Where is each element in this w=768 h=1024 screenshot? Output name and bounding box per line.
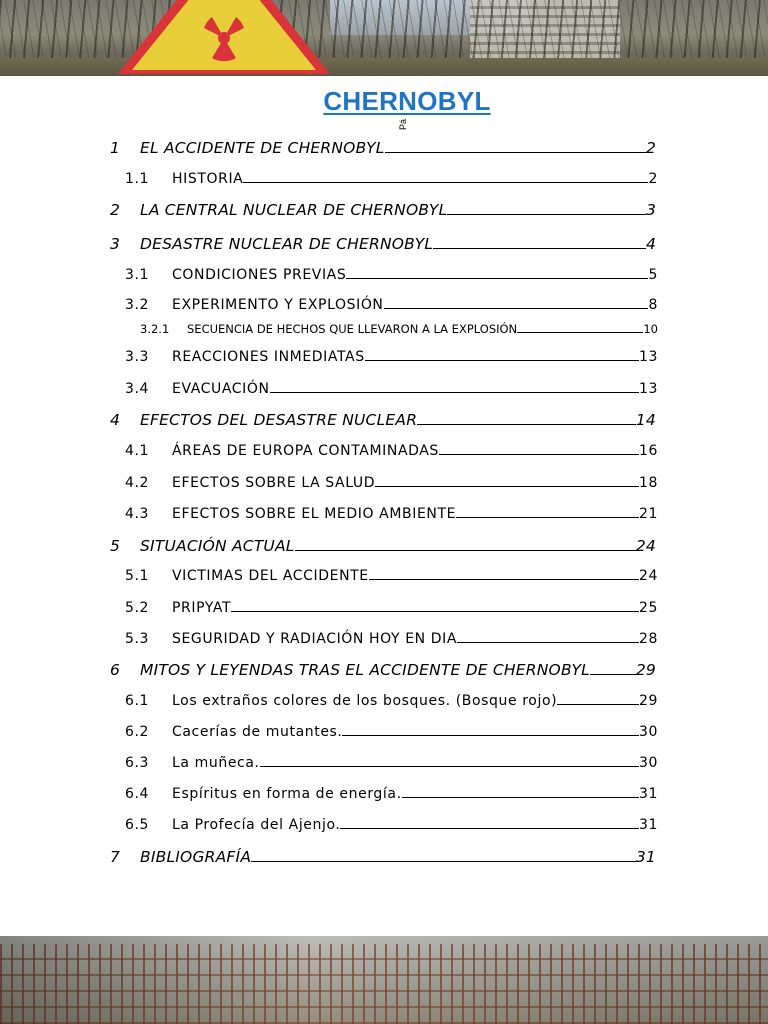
page-column-label: Pá bbox=[398, 118, 408, 130]
toc-entry-number: 5.2 bbox=[125, 600, 150, 616]
toc-entry-number: 4.2 bbox=[125, 475, 150, 491]
toc-entry-page: 13 bbox=[638, 381, 658, 397]
toc-entry-page: 30 bbox=[638, 724, 658, 740]
toc-entry-number: 6.1 bbox=[125, 693, 150, 709]
toc-leader-line bbox=[346, 278, 648, 279]
toc-leader-line bbox=[340, 828, 639, 829]
toc-entry-page: 31 bbox=[635, 848, 656, 866]
toc-entry[interactable] bbox=[125, 297, 658, 313]
toc-entry-number: 3.2.1 bbox=[140, 322, 170, 336]
toc-entry-page: 16 bbox=[638, 443, 658, 459]
toc-entry[interactable] bbox=[125, 506, 658, 522]
toc-entry-page: 8 bbox=[648, 297, 658, 313]
toc-entry-number: 3.1 bbox=[125, 267, 150, 283]
toc-entry-title: EFECTOS DEL DESASTRE NUCLEAR bbox=[140, 411, 418, 429]
toc-entry[interactable] bbox=[125, 631, 658, 647]
toc-entry-title: Cacerías de mutantes. bbox=[172, 724, 343, 740]
toc-entry-number: 2 bbox=[110, 201, 121, 219]
toc-entry[interactable] bbox=[110, 661, 656, 679]
toc-entry-number: 3 bbox=[110, 235, 121, 253]
toc-entry-title: EXPERIMENTO Y EXPLOSIÓN bbox=[172, 297, 384, 313]
toc-entry-title: SITUACIÓN ACTUAL bbox=[140, 537, 295, 555]
toc-leader-line bbox=[342, 735, 639, 736]
toc-entry-title: CONDICIONES PREVIAS bbox=[172, 267, 347, 283]
toc-leader-line bbox=[517, 332, 643, 333]
toc-entry[interactable] bbox=[125, 724, 658, 740]
toc-entry-page: 5 bbox=[648, 267, 658, 283]
toc-entry[interactable] bbox=[110, 848, 656, 866]
toc-entry-title: VICTIMAS DEL ACCIDENTE bbox=[172, 568, 369, 584]
toc-entry-title: EFECTOS SOBRE LA SALUD bbox=[172, 475, 376, 491]
toc-entry-title: SEGURIDAD Y RADIACIÓN HOY EN DIA bbox=[172, 631, 458, 647]
toc-entry-number: 6 bbox=[110, 661, 121, 679]
banner-shading bbox=[0, 936, 768, 1024]
toc-leader-line bbox=[270, 392, 639, 393]
toc-entry-page: 3 bbox=[645, 201, 656, 219]
toc-entry-page: 13 bbox=[638, 349, 658, 365]
toc-entry-page: 10 bbox=[643, 322, 658, 336]
toc-leader-line bbox=[251, 861, 636, 862]
toc-entry[interactable] bbox=[125, 786, 658, 802]
toc-entry-number: 5.3 bbox=[125, 631, 150, 647]
toc-entry-title: ÁREAS DE EUROPA CONTAMINADAS bbox=[172, 443, 439, 459]
toc-entry-page: 2 bbox=[648, 171, 658, 187]
toc-entry-page: 25 bbox=[638, 600, 658, 616]
toc-entry-number: 6.3 bbox=[125, 755, 150, 771]
toc-entry-number: 4 bbox=[110, 411, 121, 429]
toc-entry-title: La muñeca. bbox=[172, 755, 260, 771]
toc-entry[interactable] bbox=[125, 600, 658, 616]
toc-entry[interactable] bbox=[125, 817, 658, 833]
toc-entry[interactable] bbox=[125, 693, 658, 709]
toc-entry-number: 5 bbox=[110, 537, 121, 555]
toc-leader-line bbox=[439, 454, 639, 455]
document-title: CHERNOBYL bbox=[323, 86, 491, 116]
toc-entry-page: 14 bbox=[635, 411, 656, 429]
toc-entry-number: 6.4 bbox=[125, 786, 150, 802]
toc-entry-title: Los extraños colores de los bosques. (Bosque rojo) bbox=[172, 693, 558, 709]
toc-entry-title: Espíritus en forma de energía. bbox=[172, 786, 402, 802]
toc-entry[interactable] bbox=[110, 139, 656, 157]
toc-entry-number: 3.2 bbox=[125, 297, 150, 313]
toc-entry-number: 4.1 bbox=[125, 443, 150, 459]
toc-entry-number: 1 bbox=[110, 139, 121, 157]
toc-leader-line bbox=[243, 182, 648, 183]
toc-entry-number: 4.3 bbox=[125, 506, 150, 522]
toc-leader-line bbox=[447, 214, 646, 215]
toc-entry-number: 5.1 bbox=[125, 568, 150, 584]
toc-entry-page: 18 bbox=[638, 475, 658, 491]
toc-entry[interactable] bbox=[125, 171, 658, 187]
toc-leader-line bbox=[456, 517, 639, 518]
toc-entry-number: 3.3 bbox=[125, 349, 150, 365]
toc-leader-line bbox=[385, 152, 646, 153]
toc-entry-title: EFECTOS SOBRE EL MEDIO AMBIENTE bbox=[172, 506, 457, 522]
toc-entry-title: EL ACCIDENTE DE CHERNOBYL bbox=[140, 139, 385, 157]
toc-entry-number: 6.2 bbox=[125, 724, 150, 740]
toc-entry[interactable] bbox=[125, 755, 658, 771]
toc-entry[interactable] bbox=[110, 537, 656, 555]
toc-entry-page: 4 bbox=[645, 235, 656, 253]
toc-leader-line bbox=[590, 674, 636, 675]
toc-leader-line bbox=[557, 704, 639, 705]
toc-entry-title: PRIPYAT bbox=[172, 600, 232, 616]
toc-entry[interactable] bbox=[140, 322, 658, 336]
toc-entry-page: 31 bbox=[638, 786, 658, 802]
toc-leader-line bbox=[295, 550, 636, 551]
toc-entry[interactable] bbox=[125, 381, 658, 397]
toc-entry-page: 21 bbox=[638, 506, 658, 522]
toc-entry-title: BIBLIOGRAFÍA bbox=[140, 848, 252, 866]
toc-entry-number: 3.4 bbox=[125, 381, 150, 397]
toc-entry[interactable] bbox=[110, 411, 656, 429]
toc-entry-title: MITOS Y LEYENDAS TRAS EL ACCIDENTE DE CHERNOBYL bbox=[140, 661, 591, 679]
toc-entry[interactable] bbox=[125, 475, 658, 491]
toc-entry-page: 29 bbox=[638, 693, 658, 709]
toc-entry-title: LA CENTRAL NUCLEAR DE CHERNOBYL bbox=[140, 201, 448, 219]
toc-entry-page: 31 bbox=[638, 817, 658, 833]
toc-leader-line bbox=[365, 360, 639, 361]
toc-entry-page: 24 bbox=[635, 537, 656, 555]
toc-entry-title: SECUENCIA DE HECHOS QUE LLEVARON A LA EXPLOSIÓN bbox=[187, 322, 518, 336]
toc-entry-page: 30 bbox=[638, 755, 658, 771]
toc-entry[interactable] bbox=[125, 568, 658, 584]
toc-leader-line bbox=[375, 486, 639, 487]
toc-leader-line bbox=[369, 579, 639, 580]
toc-entry[interactable] bbox=[110, 201, 656, 219]
toc-entry-page: 24 bbox=[638, 568, 658, 584]
toc-entry-title: HISTORIA bbox=[172, 171, 244, 187]
toc-entry-title: EVACUACIÓN bbox=[172, 381, 270, 397]
toc-entry-page: 29 bbox=[635, 661, 656, 679]
toc-leader-line bbox=[260, 766, 639, 767]
toc-entry[interactable] bbox=[110, 235, 656, 253]
toc-leader-line bbox=[433, 248, 646, 249]
toc-entry-page: 28 bbox=[638, 631, 658, 647]
toc-entry-title: REACCIONES INMEDIATAS bbox=[172, 349, 365, 365]
toc-entry[interactable] bbox=[125, 443, 658, 459]
toc-leader-line bbox=[402, 797, 639, 798]
toc-entry[interactable] bbox=[125, 349, 658, 365]
toc-entry-number: 1.1 bbox=[125, 171, 150, 187]
toc-leader-line bbox=[457, 642, 639, 643]
toc-entry-number: 6.5 bbox=[125, 817, 150, 833]
footer-banner-image bbox=[0, 936, 768, 1024]
toc-leader-line bbox=[231, 611, 639, 612]
toc-entry-page: 2 bbox=[645, 139, 656, 157]
toc-leader-line bbox=[384, 308, 649, 309]
toc-entry[interactable] bbox=[125, 267, 658, 283]
toc-entry-title: La Profecía del Ajenjo. bbox=[172, 817, 341, 833]
toc-leader-line bbox=[417, 424, 636, 425]
toc-entry-number: 7 bbox=[110, 848, 121, 866]
toc-entry-title: DESASTRE NUCLEAR DE CHERNOBYL bbox=[140, 235, 434, 253]
